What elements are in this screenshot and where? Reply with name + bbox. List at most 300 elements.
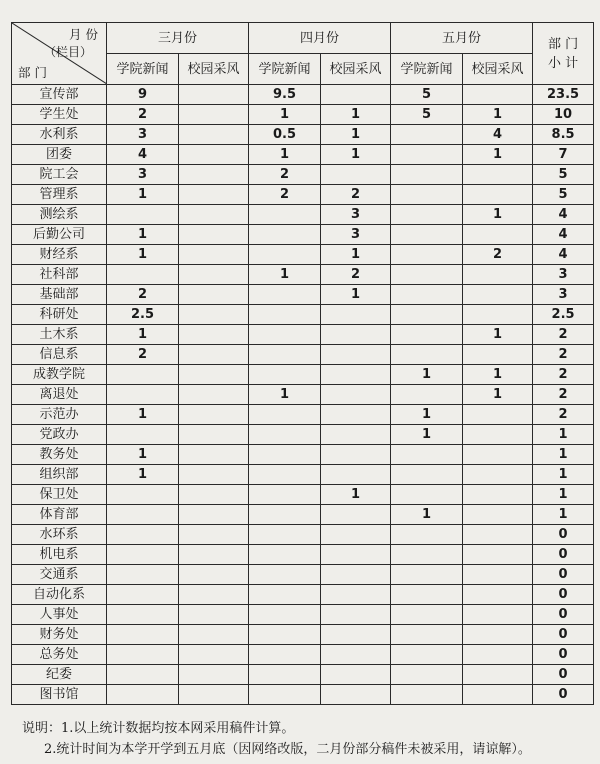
april-campus-scenes-cell xyxy=(321,525,391,545)
dept-subtotal-cell: 5 xyxy=(533,165,594,185)
may-campus-scenes-cell xyxy=(463,85,533,105)
dept-subtotal-cell: 4 xyxy=(533,205,594,225)
dept-name-cell: 体育部 xyxy=(12,505,107,525)
may-college-news-cell xyxy=(391,525,463,545)
april-campus-scenes-cell xyxy=(321,605,391,625)
table-row xyxy=(12,85,594,105)
april-campus-scenes-cell xyxy=(321,445,391,465)
april-campus-scenes-cell xyxy=(321,465,391,485)
march-college-news-cell xyxy=(107,605,179,625)
april-campus-scenes-cell xyxy=(321,505,391,525)
table-row xyxy=(12,165,594,185)
may-college-news-cell xyxy=(391,305,463,325)
march-campus-scenes-cell xyxy=(179,225,249,245)
march-campus-scenes-cell xyxy=(179,665,249,685)
may-campus-scenes-cell xyxy=(463,625,533,645)
march-campus-scenes-cell xyxy=(179,365,249,385)
march-campus-scenes-cell xyxy=(179,305,249,325)
may-college-news-cell xyxy=(391,665,463,685)
may-campus-scenes-cell xyxy=(463,465,533,485)
dept-subtotal-cell: 2 xyxy=(533,405,594,425)
may-campus-scenes-cell xyxy=(463,485,533,505)
march-college-news-cell xyxy=(107,505,179,525)
april-campus-scenes-cell xyxy=(321,85,391,105)
month-header-march: 三月份 xyxy=(107,23,249,54)
april-college-news-cell: 2 xyxy=(249,165,321,185)
april-campus-scenes-cell xyxy=(321,385,391,405)
march-campus-scenes-cell xyxy=(179,185,249,205)
april-college-news-cell xyxy=(249,605,321,625)
april-campus-scenes-cell: 3 xyxy=(321,225,391,245)
table-body xyxy=(12,85,594,705)
april-campus-scenes-cell: 1 xyxy=(321,125,391,145)
table-row xyxy=(12,425,594,445)
dept-subtotal-cell: 7 xyxy=(533,145,594,165)
may-college-news-cell xyxy=(391,385,463,405)
may-campus-scenes-cell: 1 xyxy=(463,385,533,405)
march-college-news-cell: 2 xyxy=(107,345,179,365)
may-college-news-cell xyxy=(391,485,463,505)
dept-subtotal-cell: 0 xyxy=(533,565,594,585)
dept-subtotal-cell: 0 xyxy=(533,605,594,625)
march-campus-scenes-cell xyxy=(179,585,249,605)
may-campus-scenes-cell xyxy=(463,565,533,585)
may-college-news-cell xyxy=(391,205,463,225)
march-college-news-cell xyxy=(107,265,179,285)
april-college-news-cell xyxy=(249,545,321,565)
dept-name-cell: 交通系 xyxy=(12,565,107,585)
may-college-news-cell xyxy=(391,585,463,605)
april-campus-scenes-cell xyxy=(321,685,391,705)
dept-subtotal-cell: 4 xyxy=(533,245,594,265)
march-campus-scenes-cell xyxy=(179,445,249,465)
dept-subtotal-cell: 23.5 xyxy=(533,85,594,105)
corner-header-cell xyxy=(12,23,107,85)
march-campus-scenes-cell xyxy=(179,345,249,365)
may-campus-scenes-cell: 1 xyxy=(463,105,533,125)
table-row xyxy=(12,345,594,365)
april-campus-scenes-cell xyxy=(321,325,391,345)
march-campus-scenes-cell xyxy=(179,245,249,265)
dept-name-cell: 离退处 xyxy=(12,385,107,405)
may-campus-scenes-cell xyxy=(463,305,533,325)
table-row xyxy=(12,625,594,645)
table-row xyxy=(12,585,594,605)
dept-subtotal-cell: 2 xyxy=(533,325,594,345)
may-college-news-cell xyxy=(391,685,463,705)
april-college-news-cell xyxy=(249,225,321,245)
dept-subtotal-cell: 1 xyxy=(533,485,594,505)
april-campus-scenes-cell: 1 xyxy=(321,485,391,505)
may-college-news-cell: 5 xyxy=(391,105,463,125)
may-college-news-cell: 1 xyxy=(391,425,463,445)
dept-name-cell: 社科部 xyxy=(12,265,107,285)
april-campus-scenes-cell: 2 xyxy=(321,265,391,285)
april-college-news-cell xyxy=(249,665,321,685)
may-campus-scenes-cell: 1 xyxy=(463,325,533,345)
may-campus-scenes-cell xyxy=(463,225,533,245)
may-campus-scenes-cell xyxy=(463,345,533,365)
march-college-news-cell xyxy=(107,525,179,545)
march-campus-scenes-cell xyxy=(179,505,249,525)
table-row xyxy=(12,205,594,225)
may-college-news-cell xyxy=(391,625,463,645)
dept-name-cell: 学生处 xyxy=(12,105,107,125)
may-campus-scenes-cell xyxy=(463,585,533,605)
may-campus-scenes-cell xyxy=(463,165,533,185)
march-college-news-cell xyxy=(107,645,179,665)
may-college-news-cell: 1 xyxy=(391,365,463,385)
table-row xyxy=(12,185,594,205)
dept-subtotal-cell: 2 xyxy=(533,345,594,365)
table-row xyxy=(12,545,594,565)
table-row xyxy=(12,225,594,245)
dept-name-cell: 院工会 xyxy=(12,165,107,185)
may-college-news-cell: 5 xyxy=(391,85,463,105)
table-row xyxy=(12,565,594,585)
april-college-news-cell xyxy=(249,345,321,365)
dept-subtotal-cell: 0 xyxy=(533,545,594,565)
march-campus-scenes-cell xyxy=(179,645,249,665)
march-college-news-cell: 2 xyxy=(107,285,179,305)
march-college-news-cell: 1 xyxy=(107,185,179,205)
dept-name-cell: 教务处 xyxy=(12,445,107,465)
april-college-news-cell xyxy=(249,625,321,645)
march-college-news-cell xyxy=(107,425,179,445)
dept-name-cell: 自动化系 xyxy=(12,585,107,605)
april-campus-scenes-cell xyxy=(321,565,391,585)
dept-subtotal-cell: 0 xyxy=(533,645,594,665)
may-campus-scenes-cell xyxy=(463,525,533,545)
april-college-news-cell: 2 xyxy=(249,185,321,205)
april-college-news-cell xyxy=(249,445,321,465)
april-campus-scenes-cell: 2 xyxy=(321,185,391,205)
april-college-news-cell xyxy=(249,505,321,525)
april-college-news-cell xyxy=(249,405,321,425)
april-campus-scenes-cell xyxy=(321,425,391,445)
dept-name-cell: 基础部 xyxy=(12,285,107,305)
table-row xyxy=(12,485,594,505)
subheader-campus-scenes: 校园采风 xyxy=(179,54,249,85)
march-campus-scenes-cell xyxy=(179,265,249,285)
march-campus-scenes-cell xyxy=(179,145,249,165)
dept-subtotal-cell: 2 xyxy=(533,365,594,385)
march-campus-scenes-cell xyxy=(179,465,249,485)
may-campus-scenes-cell xyxy=(463,505,533,525)
table-row xyxy=(12,685,594,705)
table-row xyxy=(12,405,594,425)
corner-dept-label: 部 门 xyxy=(18,65,47,80)
april-college-news-cell xyxy=(249,485,321,505)
march-college-news-cell: 1 xyxy=(107,245,179,265)
march-college-news-cell xyxy=(107,565,179,585)
table-row xyxy=(12,385,594,405)
march-campus-scenes-cell xyxy=(179,85,249,105)
march-college-news-cell xyxy=(107,365,179,385)
april-campus-scenes-cell: 3 xyxy=(321,205,391,225)
may-campus-scenes-cell xyxy=(463,665,533,685)
dept-name-cell: 后勤公司 xyxy=(12,225,107,245)
may-campus-scenes-cell: 1 xyxy=(463,365,533,385)
march-college-news-cell: 3 xyxy=(107,125,179,145)
march-campus-scenes-cell xyxy=(179,685,249,705)
april-college-news-cell xyxy=(249,245,321,265)
dept-subtotal-header xyxy=(533,23,594,85)
may-campus-scenes-cell: 4 xyxy=(463,125,533,145)
april-college-news-cell xyxy=(249,285,321,305)
april-college-news-cell xyxy=(249,525,321,545)
march-campus-scenes-cell xyxy=(179,285,249,305)
march-college-news-cell: 1 xyxy=(107,445,179,465)
april-college-news-cell xyxy=(249,565,321,585)
april-college-news-cell: 9.5 xyxy=(249,85,321,105)
march-college-news-cell: 2 xyxy=(107,105,179,125)
april-campus-scenes-cell xyxy=(321,345,391,365)
may-campus-scenes-cell: 1 xyxy=(463,145,533,165)
april-campus-scenes-cell: 1 xyxy=(321,245,391,265)
subheader-college-news: 学院新闻 xyxy=(249,54,321,85)
may-college-news-cell xyxy=(391,285,463,305)
dept-name-cell: 机电系 xyxy=(12,545,107,565)
april-college-news-cell: 1 xyxy=(249,385,321,405)
march-campus-scenes-cell xyxy=(179,525,249,545)
april-college-news-cell: 0.5 xyxy=(249,125,321,145)
may-campus-scenes-cell xyxy=(463,445,533,465)
table-row xyxy=(12,125,594,145)
may-college-news-cell xyxy=(391,165,463,185)
dept-name-cell: 信息系 xyxy=(12,345,107,365)
may-college-news-cell xyxy=(391,145,463,165)
may-campus-scenes-cell: 1 xyxy=(463,205,533,225)
may-college-news-cell xyxy=(391,565,463,585)
note-line-1: 说明：1.以上统计数据均按本网采用稿件计算。 xyxy=(22,721,295,736)
march-campus-scenes-cell xyxy=(179,125,249,145)
april-campus-scenes-cell xyxy=(321,405,391,425)
dept-name-cell: 示范办 xyxy=(12,405,107,425)
april-campus-scenes-cell xyxy=(321,165,391,185)
header-row-months xyxy=(12,23,594,54)
may-campus-scenes-cell xyxy=(463,685,533,705)
notes xyxy=(22,718,531,760)
dept-subtotal-cell: 4 xyxy=(533,225,594,245)
march-college-news-cell: 1 xyxy=(107,405,179,425)
april-campus-scenes-cell: 1 xyxy=(321,105,391,125)
table-row xyxy=(12,525,594,545)
table-row xyxy=(12,465,594,485)
april-campus-scenes-cell xyxy=(321,305,391,325)
table-row xyxy=(12,305,594,325)
april-college-news-cell xyxy=(249,585,321,605)
subheader-campus-scenes: 校园采风 xyxy=(321,54,391,85)
dept-name-cell: 测绘系 xyxy=(12,205,107,225)
may-college-news-cell xyxy=(391,125,463,145)
march-college-news-cell: 1 xyxy=(107,225,179,245)
may-campus-scenes-cell xyxy=(463,285,533,305)
april-college-news-cell xyxy=(249,685,321,705)
may-campus-scenes-cell xyxy=(463,405,533,425)
table-row xyxy=(12,645,594,665)
may-college-news-cell xyxy=(391,545,463,565)
march-college-news-cell xyxy=(107,205,179,225)
march-campus-scenes-cell xyxy=(179,545,249,565)
may-campus-scenes-cell xyxy=(463,605,533,625)
april-campus-scenes-cell xyxy=(321,625,391,645)
march-campus-scenes-cell xyxy=(179,165,249,185)
dept-subtotal-cell: 0 xyxy=(533,525,594,545)
dept-subtotal-cell: 2.5 xyxy=(533,305,594,325)
march-college-news-cell xyxy=(107,685,179,705)
april-college-news-cell xyxy=(249,645,321,665)
dept-name-cell: 成教学院 xyxy=(12,365,107,385)
may-college-news-cell xyxy=(391,325,463,345)
subheader-college-news: 学院新闻 xyxy=(391,54,463,85)
dept-name-cell: 图书馆 xyxy=(12,685,107,705)
march-campus-scenes-cell xyxy=(179,385,249,405)
may-college-news-cell: 1 xyxy=(391,505,463,525)
dept-name-cell: 科研处 xyxy=(12,305,107,325)
dept-subtotal-cell: 1 xyxy=(533,425,594,445)
march-campus-scenes-cell xyxy=(179,625,249,645)
april-campus-scenes-cell xyxy=(321,645,391,665)
march-college-news-cell xyxy=(107,665,179,685)
dept-subtotal-cell: 2 xyxy=(533,385,594,405)
table-row xyxy=(12,505,594,525)
march-campus-scenes-cell xyxy=(179,565,249,585)
corner-month-label: 月 份 xyxy=(69,27,98,42)
march-campus-scenes-cell xyxy=(179,405,249,425)
dept-subtotal-cell: 8.5 xyxy=(533,125,594,145)
march-college-news-cell: 1 xyxy=(107,325,179,345)
april-college-news-cell: 1 xyxy=(249,145,321,165)
may-college-news-cell xyxy=(391,645,463,665)
dept-name-cell: 团委 xyxy=(12,145,107,165)
dept-name-cell: 人事处 xyxy=(12,605,107,625)
subheader-campus-scenes: 校园采风 xyxy=(463,54,533,85)
march-college-news-cell: 1 xyxy=(107,465,179,485)
may-campus-scenes-cell xyxy=(463,185,533,205)
table-row xyxy=(12,105,594,125)
dept-name-cell: 财经系 xyxy=(12,245,107,265)
april-campus-scenes-cell xyxy=(321,545,391,565)
may-college-news-cell xyxy=(391,345,463,365)
table-row xyxy=(12,445,594,465)
april-campus-scenes-cell xyxy=(321,585,391,605)
table-row xyxy=(12,245,594,265)
april-campus-scenes-cell xyxy=(321,665,391,685)
dept-name-cell: 财务处 xyxy=(12,625,107,645)
dept-name-cell: 水利系 xyxy=(12,125,107,145)
may-college-news-cell: 1 xyxy=(391,405,463,425)
may-campus-scenes-cell: 2 xyxy=(463,245,533,265)
note-line-2: 2.统计时间为本学开学到五月底（因网络改版，二月份部分稿件未被采用，请谅解）。 xyxy=(44,742,531,757)
april-college-news-cell: 1 xyxy=(249,105,321,125)
dept-subtotal-cell: 1 xyxy=(533,465,594,485)
dept-subtotal-cell: 5 xyxy=(533,185,594,205)
march-campus-scenes-cell xyxy=(179,105,249,125)
dept-subtotal-cell: 1 xyxy=(533,445,594,465)
may-college-news-cell xyxy=(391,265,463,285)
april-college-news-cell xyxy=(249,365,321,385)
subtotal-header-line1: 部 门 xyxy=(547,36,579,52)
may-campus-scenes-cell xyxy=(463,265,533,285)
april-campus-scenes-cell: 1 xyxy=(321,145,391,165)
april-college-news-cell xyxy=(249,425,321,445)
march-campus-scenes-cell xyxy=(179,485,249,505)
april-campus-scenes-cell xyxy=(321,365,391,385)
may-campus-scenes-cell xyxy=(463,545,533,565)
table-row xyxy=(12,665,594,685)
march-college-news-cell: 4 xyxy=(107,145,179,165)
may-college-news-cell xyxy=(391,605,463,625)
dept-subtotal-cell: 3 xyxy=(533,285,594,305)
table-row xyxy=(12,265,594,285)
month-header-may: 五月份 xyxy=(391,23,533,54)
may-college-news-cell xyxy=(391,465,463,485)
march-college-news-cell xyxy=(107,625,179,645)
subheader-college-news: 学院新闻 xyxy=(107,54,179,85)
may-college-news-cell xyxy=(391,225,463,245)
march-campus-scenes-cell xyxy=(179,425,249,445)
may-college-news-cell xyxy=(391,245,463,265)
may-campus-scenes-cell xyxy=(463,425,533,445)
table-row xyxy=(12,145,594,165)
table-row xyxy=(12,325,594,345)
dept-subtotal-cell: 3 xyxy=(533,265,594,285)
march-campus-scenes-cell xyxy=(179,605,249,625)
statistics-table xyxy=(11,22,594,705)
may-college-news-cell xyxy=(391,185,463,205)
dept-name-cell: 党政办 xyxy=(12,425,107,445)
dept-name-cell: 土木系 xyxy=(12,325,107,345)
march-college-news-cell xyxy=(107,585,179,605)
april-campus-scenes-cell: 1 xyxy=(321,285,391,305)
dept-name-cell: 组织部 xyxy=(12,465,107,485)
dept-subtotal-cell: 0 xyxy=(533,665,594,685)
april-college-news-cell xyxy=(249,305,321,325)
month-header-april: 四月份 xyxy=(249,23,391,54)
table-row xyxy=(12,365,594,385)
dept-name-cell: 宣传部 xyxy=(12,85,107,105)
march-college-news-cell: 9 xyxy=(107,85,179,105)
march-college-news-cell: 3 xyxy=(107,165,179,185)
march-college-news-cell xyxy=(107,545,179,565)
dept-subtotal-cell: 0 xyxy=(533,685,594,705)
march-college-news-cell xyxy=(107,485,179,505)
dept-name-cell: 保卫处 xyxy=(12,485,107,505)
dept-name-cell: 水环系 xyxy=(12,525,107,545)
april-college-news-cell: 1 xyxy=(249,265,321,285)
april-college-news-cell xyxy=(249,325,321,345)
may-college-news-cell xyxy=(391,445,463,465)
march-campus-scenes-cell xyxy=(179,325,249,345)
dept-subtotal-cell: 0 xyxy=(533,625,594,645)
table-row xyxy=(12,285,594,305)
march-college-news-cell: 2.5 xyxy=(107,305,179,325)
march-campus-scenes-cell xyxy=(179,205,249,225)
march-college-news-cell xyxy=(107,385,179,405)
subtotal-header-line2: 小 计 xyxy=(547,55,579,71)
corner-column-label: （栏目） xyxy=(43,45,92,59)
dept-name-cell: 管理系 xyxy=(12,185,107,205)
table-row xyxy=(12,605,594,625)
dept-subtotal-cell: 10 xyxy=(533,105,594,125)
april-college-news-cell xyxy=(249,465,321,485)
dept-name-cell: 总务处 xyxy=(12,645,107,665)
dept-name-cell: 纪委 xyxy=(12,665,107,685)
dept-subtotal-cell: 0 xyxy=(533,585,594,605)
dept-subtotal-cell: 1 xyxy=(533,505,594,525)
may-campus-scenes-cell xyxy=(463,645,533,665)
